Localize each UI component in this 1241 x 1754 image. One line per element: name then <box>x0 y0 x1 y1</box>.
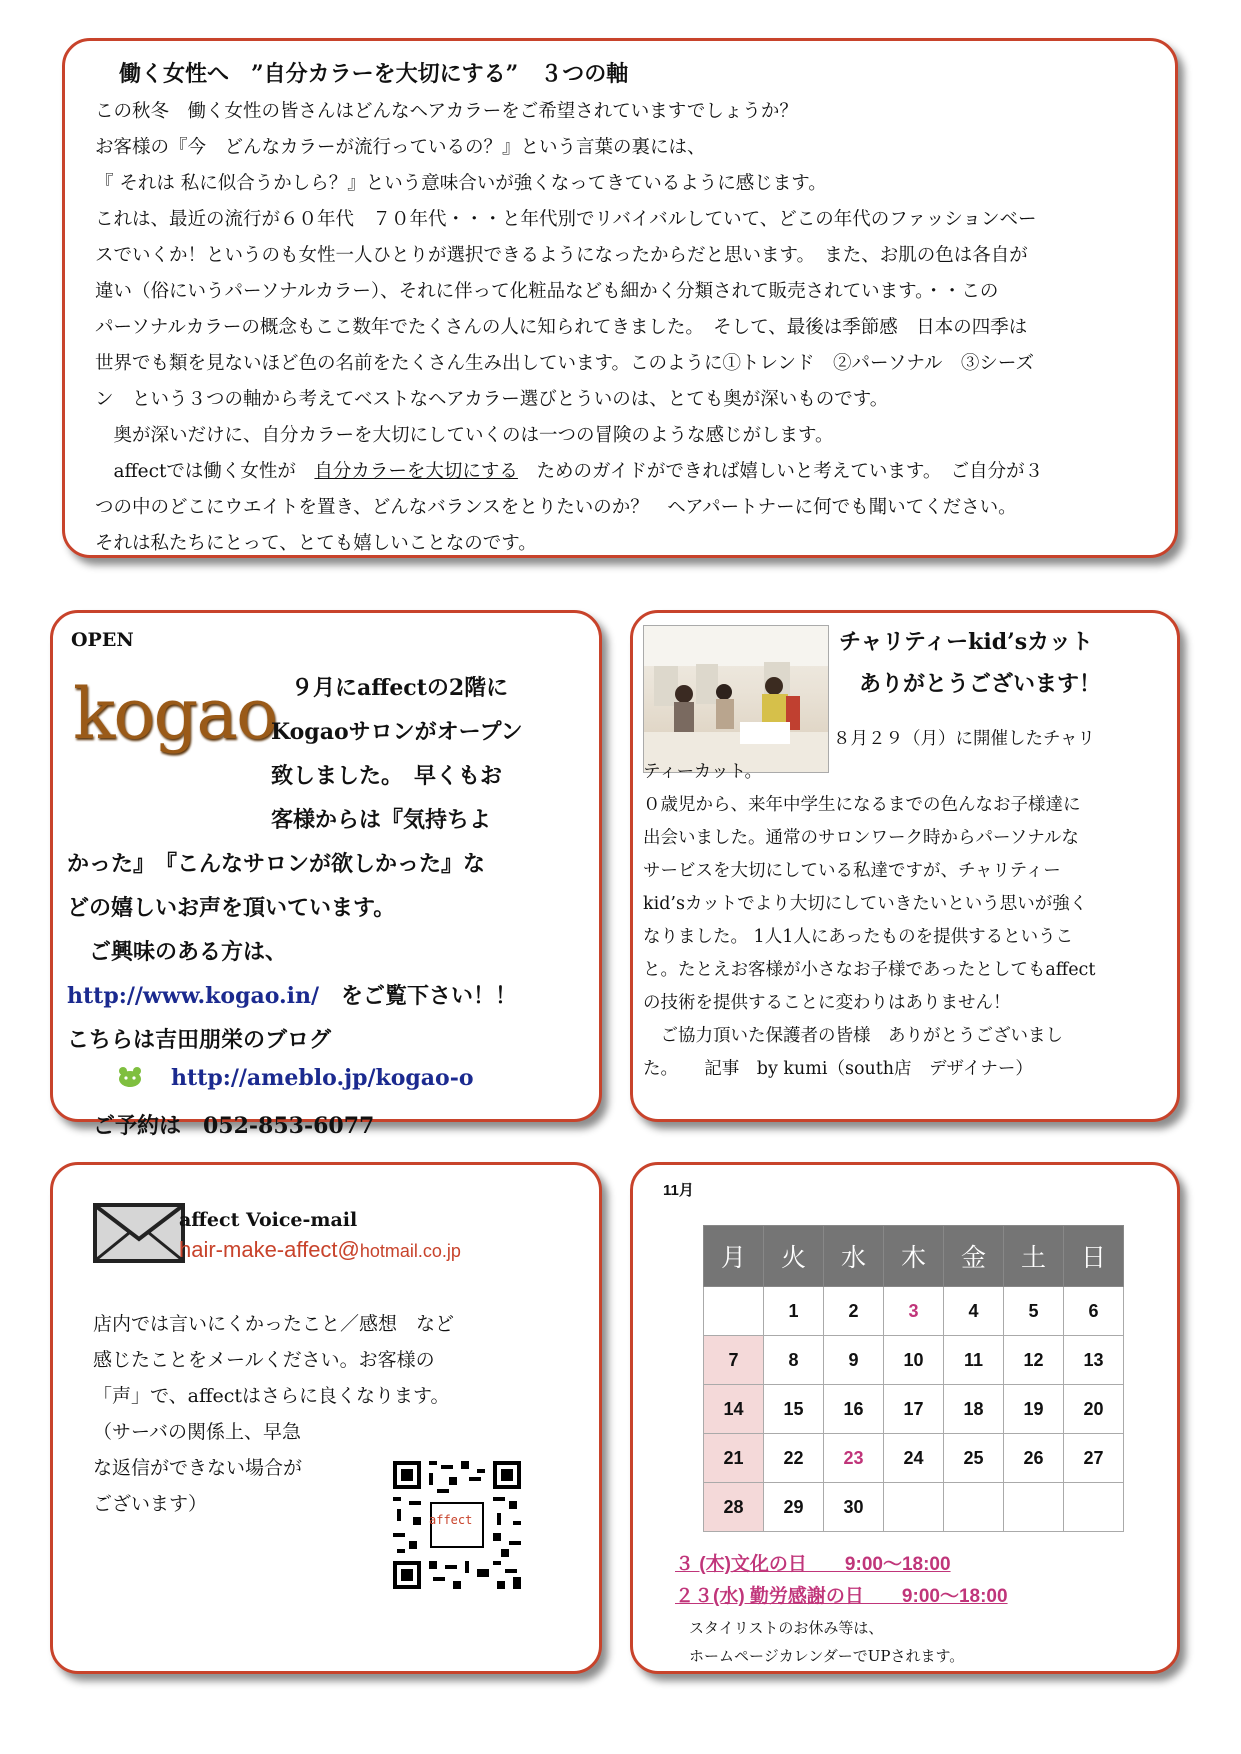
weekday-header: 日 <box>1064 1226 1124 1287</box>
day-cell: 9 <box>824 1336 884 1385</box>
article-box <box>62 38 1178 558</box>
week-row <box>704 1336 1124 1385</box>
day-cell: 22 <box>764 1434 824 1483</box>
holiday-note: ３ (木)文化の日 9:00〜18:00 <box>675 1554 951 1575</box>
day-cell: 5 <box>1004 1287 1064 1336</box>
day-cell: 6 <box>1064 1287 1124 1336</box>
day-cell-closed: 7 <box>704 1336 764 1385</box>
charity-title-sub: ありがとうございます！ <box>859 671 1102 697</box>
day-cell: 2 <box>824 1287 884 1336</box>
article-line: affectでは働く女性が 自分カラーを大切にする ためのガイドができれば嬉しいと考えています。 ご自分が３ <box>95 461 1044 482</box>
voice-line: 感じたことをメールください。お客様の <box>93 1349 435 1371</box>
staff-note: スタイリストのお休み等は、 <box>689 1619 884 1637</box>
charity-title: チャリティーkid’sカット <box>839 629 1093 655</box>
ameblo-url-link[interactable]: http://ameblo.jp/kogao-o <box>171 1065 474 1091</box>
voice-mail-email[interactable]: hair-make-affect@hotmail.co.jp <box>179 1237 461 1262</box>
open-line: 致しました。 早くもお <box>271 763 503 789</box>
voice-line: 店内では言いにくかったこと／感想 など <box>93 1313 455 1335</box>
voice-mail-box <box>50 1162 602 1674</box>
open-box <box>50 610 602 1139</box>
article-line: 奥が深いだけに、自分カラーを大切にしていくのは一つの冒険のような感じがします。 <box>95 425 834 446</box>
week-row <box>704 1287 1124 1336</box>
day-cell: 11 <box>944 1336 1004 1385</box>
calendar-box <box>630 1162 1180 1674</box>
qr-code[interactable] <box>389 1457 525 1593</box>
article-line: つの中のどこにウエイトを置き、どんなバランスをとりたいのか？ ヘアパートナーに何でも聞いてください。 <box>95 497 1017 518</box>
open-line: 客様からは『気持ちよ <box>271 807 492 833</box>
day-cell: 17 <box>884 1385 944 1434</box>
article-title: 働く女性へ ”自分カラーを大切にする” ３つの軸 <box>119 61 629 87</box>
charity-line: サービスを大切にしている私達ですが、チャリティー <box>643 861 1061 881</box>
day-cell: 27 <box>1064 1434 1124 1483</box>
blog-line: こちらは吉田朋栄のブログ <box>67 1027 332 1053</box>
open-line: ご興味のある方は、 <box>67 939 288 965</box>
charity-line: kid’sカットでより大切にしていきたいという思いが強く <box>643 894 1088 914</box>
kogao-logo: kogao <box>73 673 277 755</box>
charity-line: の技術を提供することに変わりはありません！ <box>643 993 1011 1013</box>
article-line: パーソナルカラーの概念もここ数年でたくさんの人に知られてきました。 そして、最後は季節感 日本の四季は <box>95 317 1028 338</box>
calendar-month: 11月 <box>663 1182 694 1199</box>
article-line: 違い（俗にいうパーソナルカラー）、それに伴って化粧品なども細かく分類されて販売されています。・・この <box>95 281 999 302</box>
mail-icon <box>93 1203 185 1263</box>
qr-label: affect <box>429 1513 473 1527</box>
open-line: どの嬉しいお声を頂いています。 <box>67 895 396 921</box>
article-line: お客様の『今 どんなカラーが流行っているの？』という言葉の裏には、 <box>95 137 706 158</box>
day-cell-closed: 21 <box>704 1434 764 1483</box>
weekday-header: 木 <box>884 1226 944 1287</box>
day-cell <box>704 1287 764 1336</box>
day-cell: 18 <box>944 1385 1004 1434</box>
day-cell: 29 <box>764 1483 824 1532</box>
calendar-table <box>703 1225 1124 1532</box>
day-cell: 12 <box>1004 1336 1064 1385</box>
day-cell: 8 <box>764 1336 824 1385</box>
charity-line: ティーカット。 <box>643 762 762 782</box>
voice-line: 「声」で、affectはさらに良くなります。 <box>93 1385 450 1407</box>
weekday-header: 水 <box>824 1226 884 1287</box>
day-cell <box>1004 1483 1064 1532</box>
staff-note: ホームページカレンダーでUPされます。 <box>689 1647 965 1665</box>
weekday-header: 土 <box>1004 1226 1064 1287</box>
charity-line: ご協力頂いた保護者の皆様 ありがとうございまし <box>643 1026 1063 1046</box>
day-cell: 19 <box>1004 1385 1064 1434</box>
article-line: ン という３つの軸から考えてベストなヘアカラー選びとういのは、とても奥が深いものです。 <box>95 389 889 410</box>
week-row <box>704 1385 1124 1434</box>
day-cell: 26 <box>1004 1434 1064 1483</box>
article-line: この秋冬 働く女性の皆さんはどんなヘアカラーをご希望されていますでしょうか？ <box>95 101 798 122</box>
open-line: Kogaoサロンがオープン <box>271 719 523 745</box>
article-line: 『 それは 私に似合うかしら？』という意味合いが強くなってきているように感じます。 <box>95 173 827 194</box>
day-cell: 15 <box>764 1385 824 1434</box>
charity-line: 出会いました。通常のサロンワーク時からパーソナルな <box>643 828 1079 848</box>
day-cell: 30 <box>824 1483 884 1532</box>
holiday-note: ２３(水) 勤労感謝の日 9:00〜18:00 <box>675 1586 1008 1607</box>
charity-photo <box>643 625 829 773</box>
voice-line: （サーバの関係上、早急 <box>93 1421 302 1443</box>
charity-line: た。 記事 by kumi（south店 デザイナー） <box>643 1059 1033 1079</box>
charity-box <box>630 610 1180 1122</box>
article-line: スでいくか！というのも女性一人ひとりが選択できるようになったからだと思います。 また、お肌の色は各自が <box>95 245 1028 266</box>
voice-mail-title: affect Voice-mail <box>179 1209 358 1231</box>
weekday-row <box>704 1226 1124 1287</box>
day-cell: 4 <box>944 1287 1004 1336</box>
underline-phrase: 自分カラーを大切にする <box>314 461 518 482</box>
open-line: かった』 『こんなサロンが欲しかった』な <box>67 851 486 877</box>
article-line: それは私たちにとって、とても嬉しいことなのです。 <box>95 533 537 554</box>
week-row <box>704 1434 1124 1483</box>
day-cell <box>944 1483 1004 1532</box>
voice-line: な返信ができない場合が <box>93 1457 303 1479</box>
reserve-phone: ご予約は 052-853-6077 <box>93 1113 375 1139</box>
week-row <box>704 1483 1124 1532</box>
day-cell: 24 <box>884 1434 944 1483</box>
day-cell <box>884 1483 944 1532</box>
day-cell: 10 <box>884 1336 944 1385</box>
article-line: これは、最近の流行が６０年代 ７０年代・・・と年代別でリバイバルしていて、どこの年代のファッションベー <box>95 209 1037 230</box>
charity-line: と。たとえお客様が小さなお子様であったとしてもaffect <box>643 960 1096 980</box>
ameblo-icon <box>115 1065 145 1089</box>
open-line: ９月にaffectの2階に <box>291 675 509 701</box>
day-cell: 13 <box>1064 1336 1124 1385</box>
day-cell: 16 <box>824 1385 884 1434</box>
weekday-header: 火 <box>764 1226 824 1287</box>
kogao-url-link[interactable]: http://www.kogao.in/ <box>67 983 320 1009</box>
weekday-header: 月 <box>704 1226 764 1287</box>
day-cell: 25 <box>944 1434 1004 1483</box>
day-cell-closed: 14 <box>704 1385 764 1434</box>
day-cell-holiday: 23 <box>824 1434 884 1483</box>
weekday-header: 金 <box>944 1226 1004 1287</box>
charity-line: ０歳児から、来年中学生になるまでの色んなお子様達に <box>643 795 1081 815</box>
voice-line: ございます） <box>93 1493 208 1515</box>
article-line: 世界でも類を見ないほど色の名前をたくさん生み出しています。このように①トレンド ②パーソナル ③シーズ <box>95 353 1034 374</box>
day-cell-closed: 28 <box>704 1483 764 1532</box>
charity-line: なりました。 1人1人にあったものを提供するというこ <box>643 927 1074 947</box>
day-cell: 20 <box>1064 1385 1124 1434</box>
day-cell: 1 <box>764 1287 824 1336</box>
charity-line: ８月２９（月）に開催したチャリ <box>833 729 1095 749</box>
open-label: OPEN <box>71 629 134 651</box>
kogao-url-line: http://www.kogao.in/ をご覧下さい！！ <box>67 983 518 1009</box>
day-cell-holiday: 3 <box>884 1287 944 1336</box>
day-cell <box>1064 1483 1124 1532</box>
